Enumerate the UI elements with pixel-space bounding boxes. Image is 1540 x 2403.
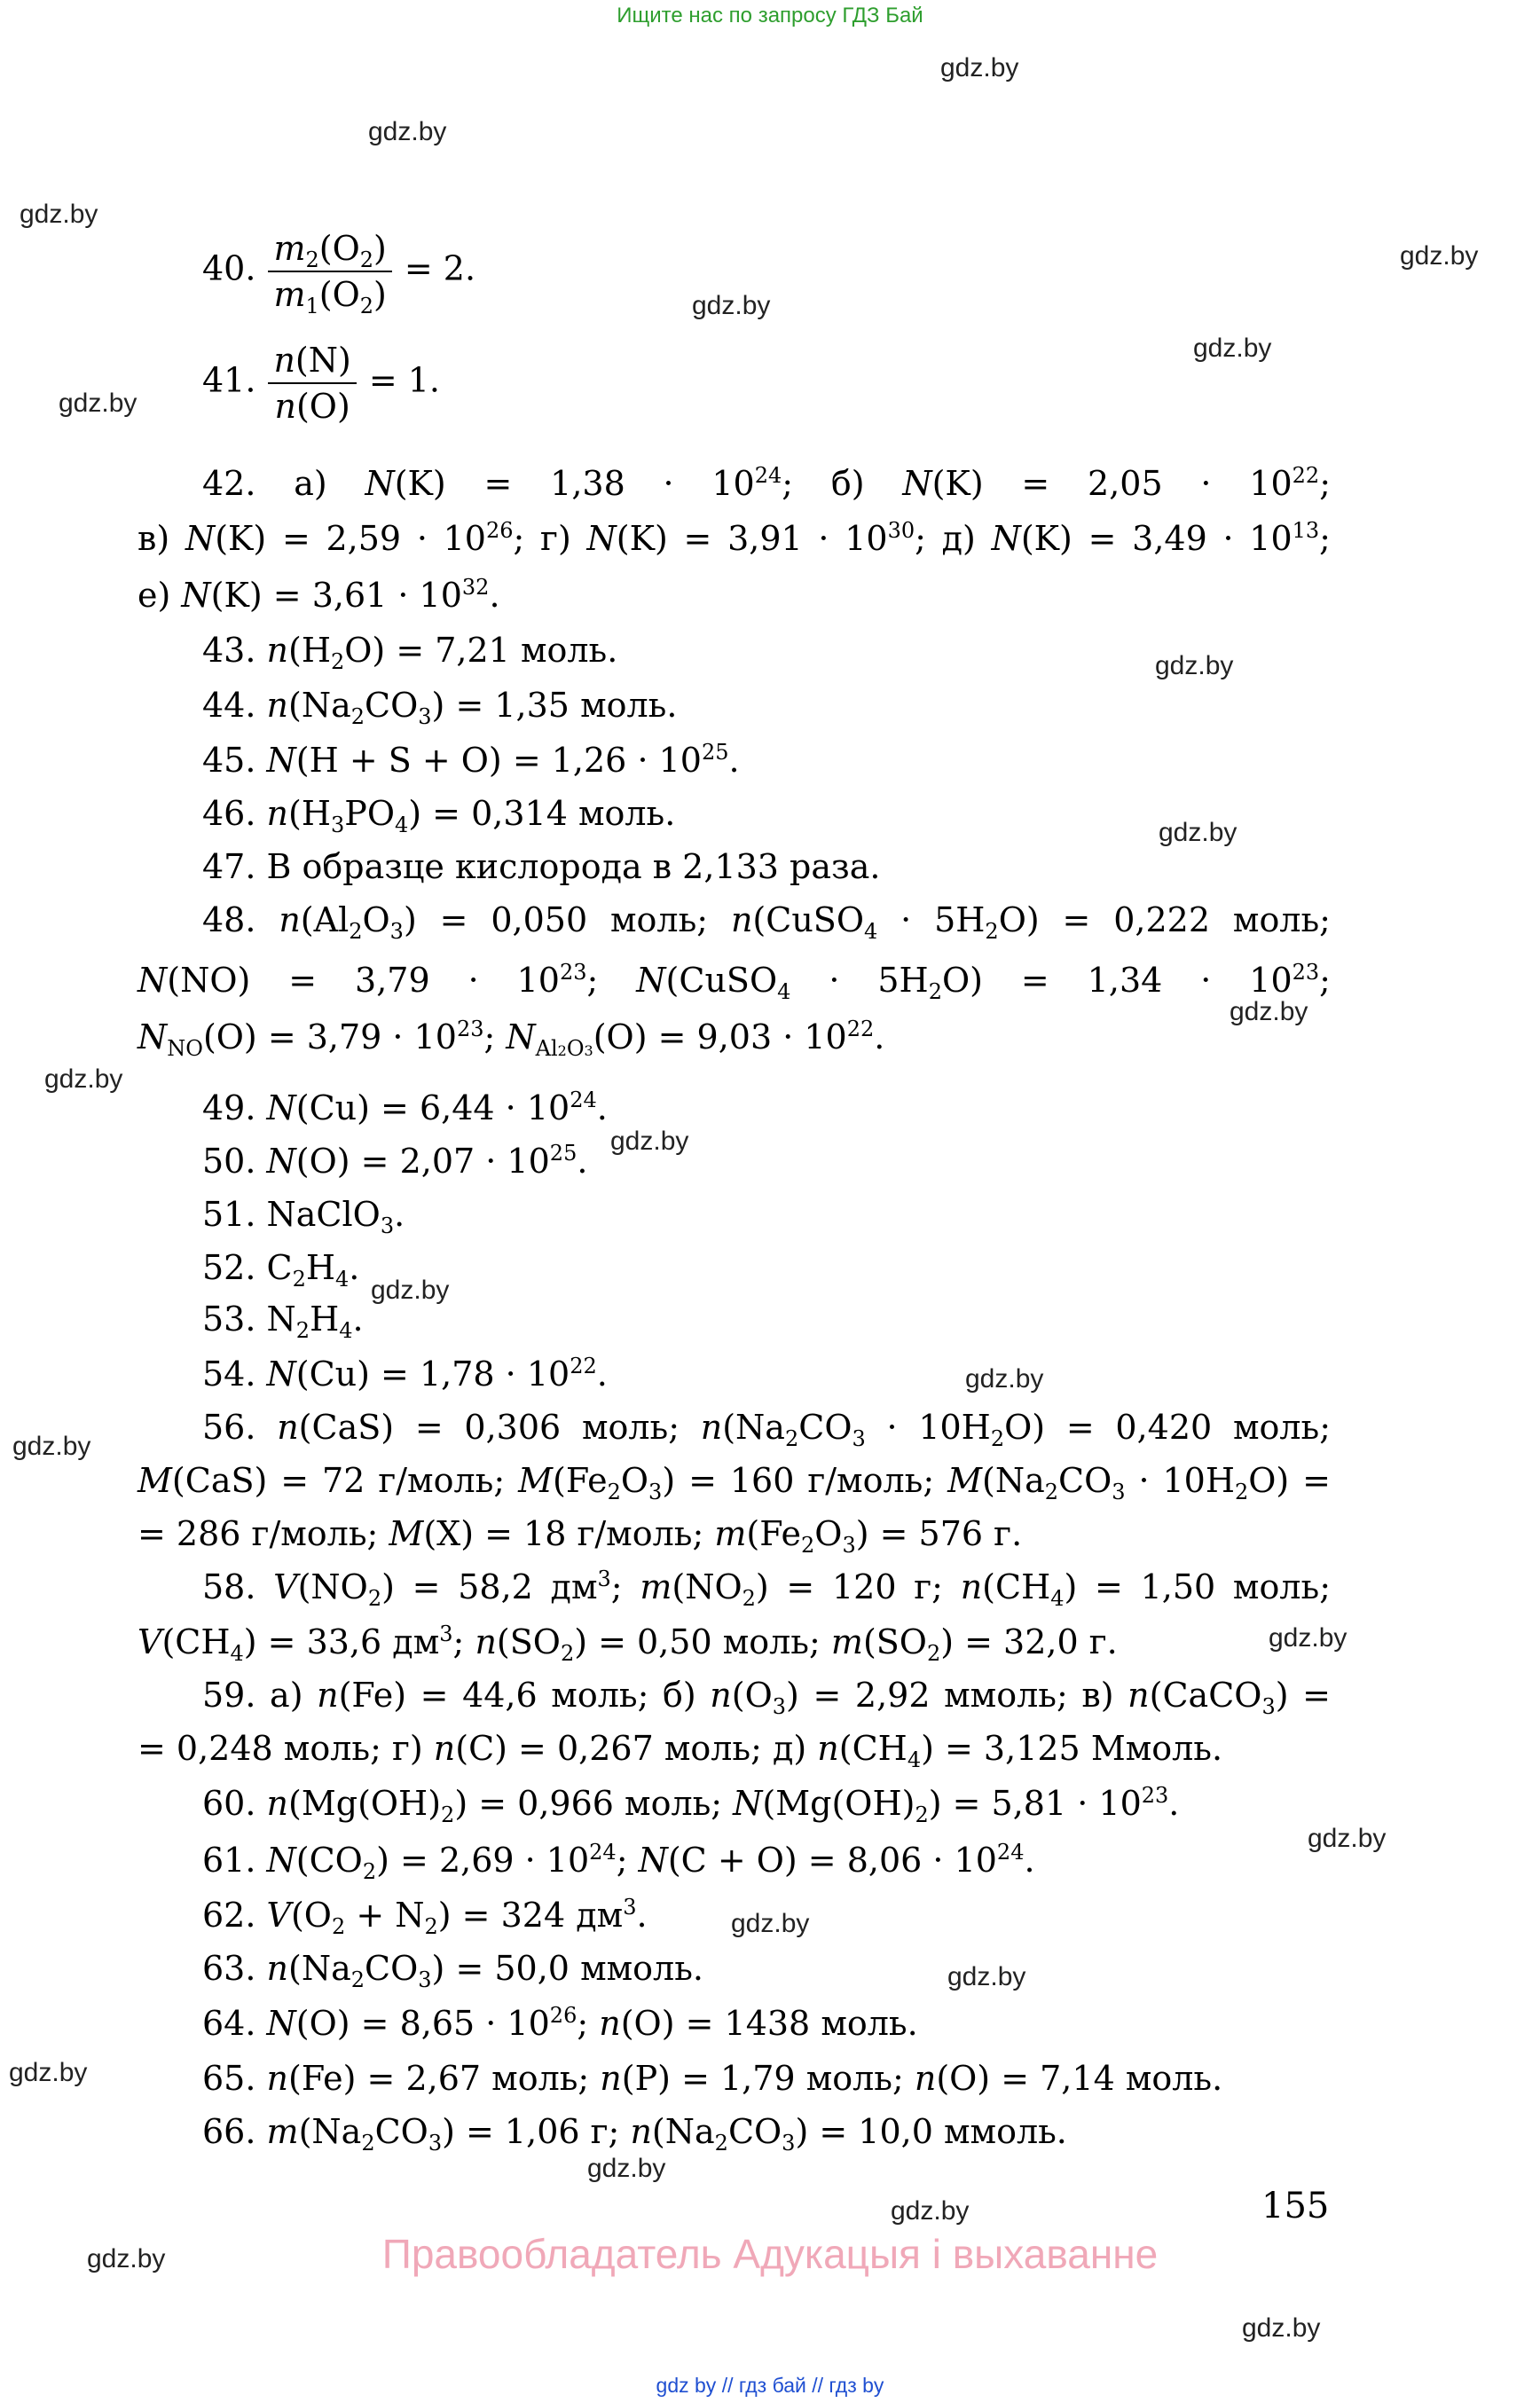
answer-66: 66. $m(Na_2CO_3) = 1,06$ г; $n(Na_2CO_3) = 10,0$ ммоль.	[202, 2112, 1067, 2156]
answer-52: 52. $C_2H_4$.	[202, 1248, 360, 1292]
answer-45: 45. $N(H + S + O) = 1,26 \cdot 10^{25}$.	[202, 740, 740, 780]
watermark: gdz.by	[1269, 1623, 1348, 1653]
answer-59-line-1: 59. а) n(Fe) = 44,6 моль; б) $n(O_3) = 2,92$ ммоль; в) n(CaCO$_3$) =	[202, 1676, 1332, 1719]
answer-48-line-1: 48. $n(Al_2O_3) = 0,050$ моль; n(CuSO$_4$ · $5H_2O) = 0,222$ моль;	[202, 900, 1331, 944]
answer-50: 50. $N(O) = 2,07 \cdot 10^{25}$.	[202, 1141, 588, 1181]
watermark: gdz.by	[731, 1909, 810, 1938]
watermark: gdz.by	[1155, 651, 1234, 680]
copyright-notice: Правообладатель Адукацыя і выхаванне	[381, 2231, 1159, 2277]
watermark: gdz.by	[947, 1962, 1026, 1991]
answer-60: 60. $n(Mg(OH)_2) = 0,966$ моль; $N(Mg(OH)_2) = 5,81 \cdot 10^{23}$.	[202, 1783, 1180, 1827]
watermark: gdz.by	[9, 2058, 88, 2087]
watermark: gdz.by	[1230, 997, 1308, 1026]
answer-64: 64. $N(O) = 8,65 \cdot 10^{26}$; n(O) = 1438 моль.	[202, 2003, 918, 2043]
answer-42-line-2: в) $N(K) = 2,59 \cdot 10^{26}$; г) $N(K) = 3,91 \cdot 10^{30}$; д) $N(K) = 3,49 \cdot 10^{13}$;	[138, 518, 1331, 558]
answer-47: 47. В образце кислорода в 2,133 раза.	[202, 847, 881, 886]
answer-56-line-3: = 286 г/моль; M(X) = 18 г/моль; $m(Fe_2O_3) = 576$ г.	[138, 1514, 1023, 1558]
watermark: gdz.by	[20, 200, 98, 229]
answer-41: 41. $\frac{n(N)}{n(O)}$ = 1.	[202, 338, 440, 428]
answer-54: 54. $N(Cu) = 1,78 \cdot 10^{22}$.	[202, 1354, 608, 1394]
watermark: gdz.by	[940, 53, 1019, 82]
watermark: gdz.by	[12, 1432, 91, 1461]
watermark: gdz.by	[610, 1127, 689, 1156]
watermark: gdz.by	[59, 389, 138, 418]
answer-42-line-1: 42. а) $N(K) = 1,38 \cdot 10^{24}$; б) $N(K) = 2,05 \cdot 10^{22}$;	[202, 463, 1331, 503]
answer-63: 63. $n(Na_2CO_3) = 50,0$ ммоль.	[202, 1949, 703, 1992]
watermark: gdz.by	[368, 117, 447, 146]
watermark: gdz.by	[587, 2154, 666, 2183]
answer-65: 65. n(Fe) = 2,67 моль; n(P) = 1,79 моль; n(O) = 7,14 моль.	[202, 2059, 1223, 2098]
answer-49: 49. $N(Cu) = 6,44 \cdot 10^{24}$.	[202, 1088, 608, 1127]
answer-48-line-3: $N_{NO}(O) = 3,79 \cdot 10^{23}$; $N_{Al2O3}(O) = 9,03 \cdot 10^{22}$.	[138, 1017, 885, 1061]
answer-43: 43. $n(H_2O) = 7,21$ моль.	[202, 631, 618, 674]
bottom-links[interactable]: gdz by // гдз бай // гдз by	[656, 2374, 884, 2397]
watermark: gdz.by	[1193, 334, 1272, 363]
answer-56-line-1: 56. n(CaS) = 0,306 моль; $n(Na_2CO_3 \cdot 10H_2O) = 0,420$ моль;	[202, 1408, 1332, 1451]
answer-44: 44. $n(Na_2CO_3) = 1,35$ моль.	[202, 686, 678, 729]
watermark: gdz.by	[1159, 818, 1238, 847]
watermark: gdz.by	[371, 1276, 450, 1305]
answer-58-line-1: 58. $V(NO_2) = 58,2$ $дм^3$; $m(NO_2) = 120$ г; $n(CH_4) = 1,50$ моль;	[202, 1567, 1331, 1611]
watermark: gdz.by	[87, 2244, 166, 2273]
answer-48-line-2: $N(NO) = 3,79 \cdot 10^{23}$; N(CuSO$_4$ · $5H_2O) = 1,34 \cdot 10^{23}$;	[138, 960, 1331, 1004]
watermark: gdz.by	[44, 1064, 123, 1094]
answer-56-line-2: M(CaS) = 72 г/моль; $M(Fe_2O_3) = 160$ г/моль; $M(Na_2CO_3 \cdot 10H_2O)$ =	[138, 1461, 1332, 1504]
watermark: gdz.by	[1400, 241, 1479, 271]
answer-59-line-2: = 0,248 моль; г) n(C) = 0,267 моль; д) $n(CH_4) = 3,125$ Ммоль.	[138, 1729, 1223, 1772]
answer-62: 62. $V(O_2 + N_2) = 324$ $дм^3$.	[202, 1895, 648, 1939]
answer-51: 51. NaClO$_3$.	[202, 1195, 405, 1238]
answer-53: 53. $N_2H_4$.	[202, 1300, 364, 1343]
watermark: gdz.by	[965, 1364, 1044, 1394]
watermark: gdz.by	[1308, 1824, 1387, 1853]
answer-40: 40. $\frac{m_2(O_2)}{m_1(O_2)}$ = 2.	[202, 226, 475, 317]
watermark: gdz.by	[891, 2196, 970, 2226]
watermark: gdz.by	[692, 291, 771, 320]
answer-61: 61. $N(CO_2) = 2,69 \cdot 10^{24}$; $N(C + O) = 8,06 \cdot 10^{24}$.	[202, 1840, 1035, 1884]
answer-58-line-2: $V(CH_4) = 33,6$ $дм^3$; $n(SO_2) = 0,50$ моль; $m(SO_2) = 32,0$ г.	[138, 1622, 1118, 1666]
answer-46: 46. $n(H_3PO_4) = 0,314$ моль.	[202, 794, 676, 837]
page-number: 155	[1261, 2186, 1330, 2226]
watermark: gdz.by	[1242, 2313, 1321, 2343]
answer-42-line-3: е) $N(K) = 3,61 \cdot 10^{32}$.	[138, 575, 500, 615]
top-banner: Ищите нас по запросу ГДЗ Бай	[617, 4, 923, 27]
